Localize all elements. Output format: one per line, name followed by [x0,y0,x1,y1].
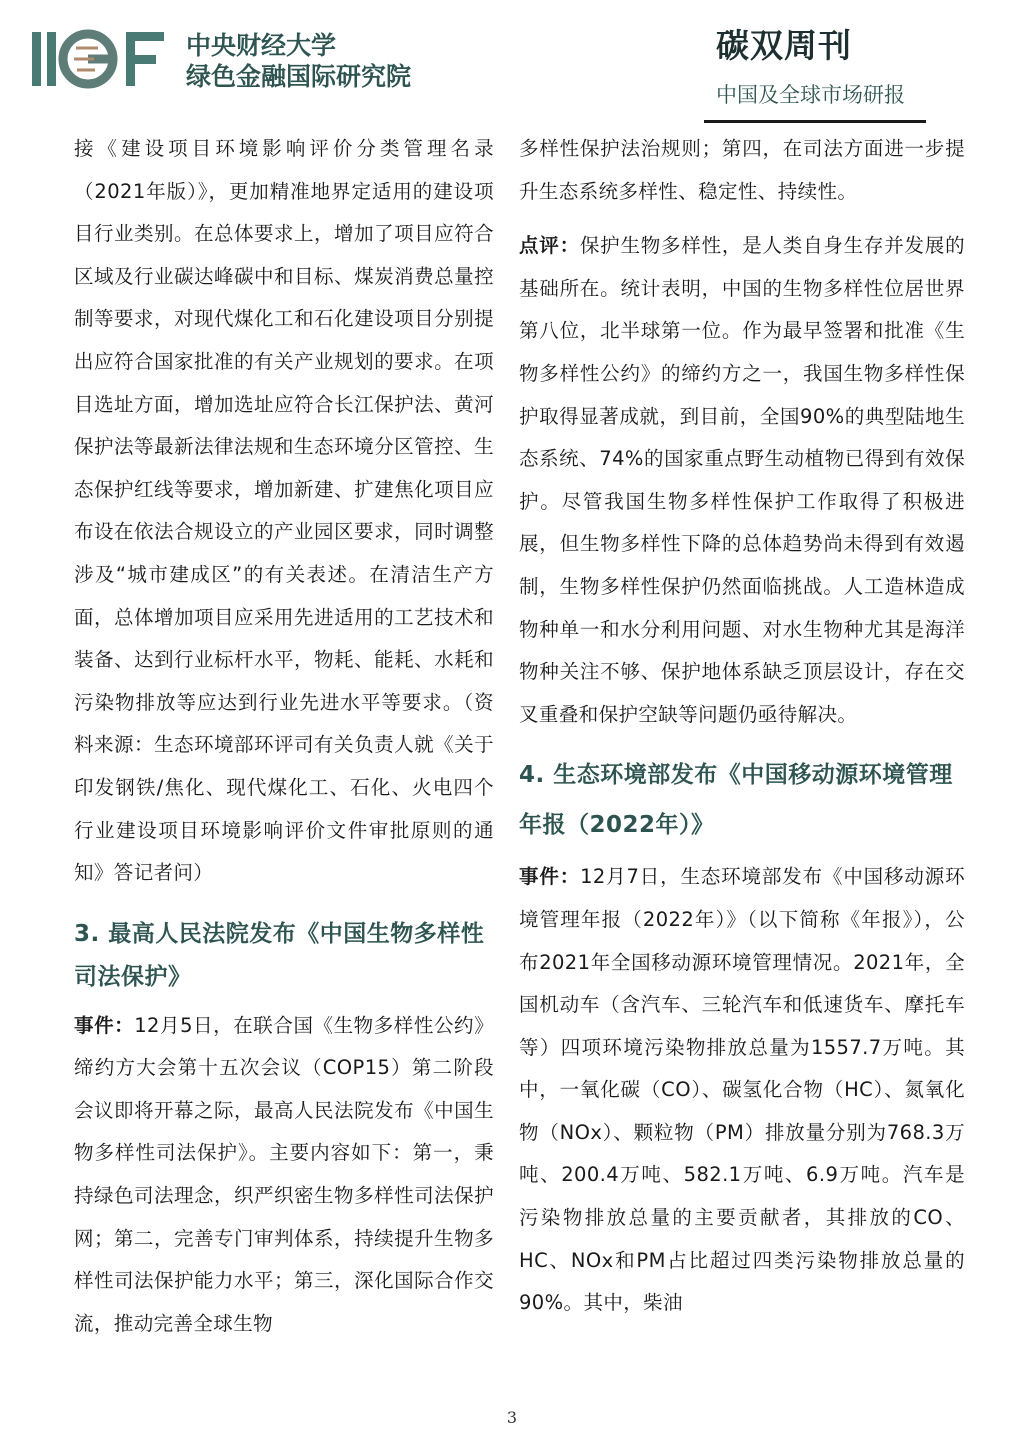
event-4-text: 12月7日，生态环境部发布《中国移动源环境管理年报（2022年）》（以下简称《年报》），公布2021年全国移动源环境管理情况。2021年，全国机动车（含汽车、三轮汽车和低速货车、摩托车等）四项环境污染物排放总量为1557.7万吨。其中，一氧化碳（CO）、碳氢化合物（HC）、氮氧化物（NOx）、颗粒物（PM）排放量分别为768.3万吨、200.4万吨、582.1万吨、6.9万吨。汽车是污染物排放总量的主要贡献者，其排放的CO、HC、NOx和PM占比超过四类污染物排放总量的90%。其中，柴油 [519,865,965,1315]
comment-paragraph [519,225,965,736]
publication-subtitle: 中国及全球市场研报 [716,83,905,107]
event-3-paragraph [74,1005,494,1346]
publication-title: 碳双周刊 [716,26,852,65]
event-label: 事件： [74,1013,135,1037]
publication-brand [716,25,926,109]
institution-line1: 中央财经大学 [186,31,337,60]
event-4-paragraph [519,856,965,1325]
page-number: 3 [506,1408,518,1427]
paragraph-continued: 多样性保护法治规则；第四，在司法方面进一步提升生态系统多样性、稳定性、持续性。 [519,137,965,203]
page-header [0,0,1024,125]
comment-label: 点评： [519,234,580,258]
institution-name [186,30,411,92]
paragraph-continued: 接《建设项目环境影响评价分类管理名录（2021年版）》，更加精准地界定适用的建设项目行业类别。在总体要求上，增加了项目应符合区域及行业碳达峰碳中和目标、煤炭消费总量控制等要求，对现代煤化工和石化建设项目分别提出应符合国家批准的有关产业规划的要求。在项目选址方面，增加选址应符合长江保护法、黄河保护法等最新法律法规和生态环境分区管控、生态保护红线等要求，增加新建、扩建焦化项目应布设在依法合规设立的产业园区要求，同时调整涉及“城市建成区”的有关表述。在清洁生产方面，总体增加项目应采用先进适用的工艺技术和装备、达到行业标杆水平，物耗、能耗、水耗和污染物排放等应达到行业先进水平等要求。（资料来源：生态环境部环评司有关负责人就《关于印发钢铁/焦化、现代煤化工、石化、火电四个行业建设项目环境影响评价文件审批原则的通知》答记者问） [74,137,494,885]
right-column [519,128,965,1325]
iigf-logo [30,28,170,90]
header-rule [704,120,926,123]
event-label: 事件： [519,865,581,889]
section-heading-3: 3. 最高人民法院发布《中国生物多样性司法保护》 [74,920,485,990]
section-heading-4: 4. 生态环境部发布《中国移动源环境管理年报（2022年）》 [519,762,953,839]
institution-line2: 绿色金融国际研究院 [186,62,412,91]
comment-text: 保护生物多样性，是人类自身生存并发展的基础所在。统计表明，中国的生物多样性位居世界第八位，北半球第一位。作为最早签署和批准《生物多样性公约》的缔约方之一，我国生物多样性保护取得显著成就，到目前，全国90%的典型陆地生态系统、74%的国家重点野生动植物已得到有效保护。尽管我国生物多样性保护工作取得了积极进展，但生物多样性下降的总体趋势尚未得到有效遏制，生物多样性保护仍然面临挑战。人工造林造成物种单一和水分利用问题、对水生物种尤其是海洋物种关注不够、保护地体系缺乏顶层设计，存在交叉重叠和保护空缺等问题仍亟待解决。 [519,234,965,726]
left-column [74,128,494,1345]
event-3-text: 12月5日，在联合国《生物多样性公约》缔约方大会第十五次会议（COP15）第二阶段会议即将开幕之际，最高人民法院发布《中国生物多样性司法保护》。主要内容如下：第一，秉持绿色司法理念，织严织密生物多样性司法保护网；第二，完善专门审判体系，持续提升生物多样性司法保护能力水平；第三，深化国际合作交流，推动完善全球生物 [74,1013,495,1335]
